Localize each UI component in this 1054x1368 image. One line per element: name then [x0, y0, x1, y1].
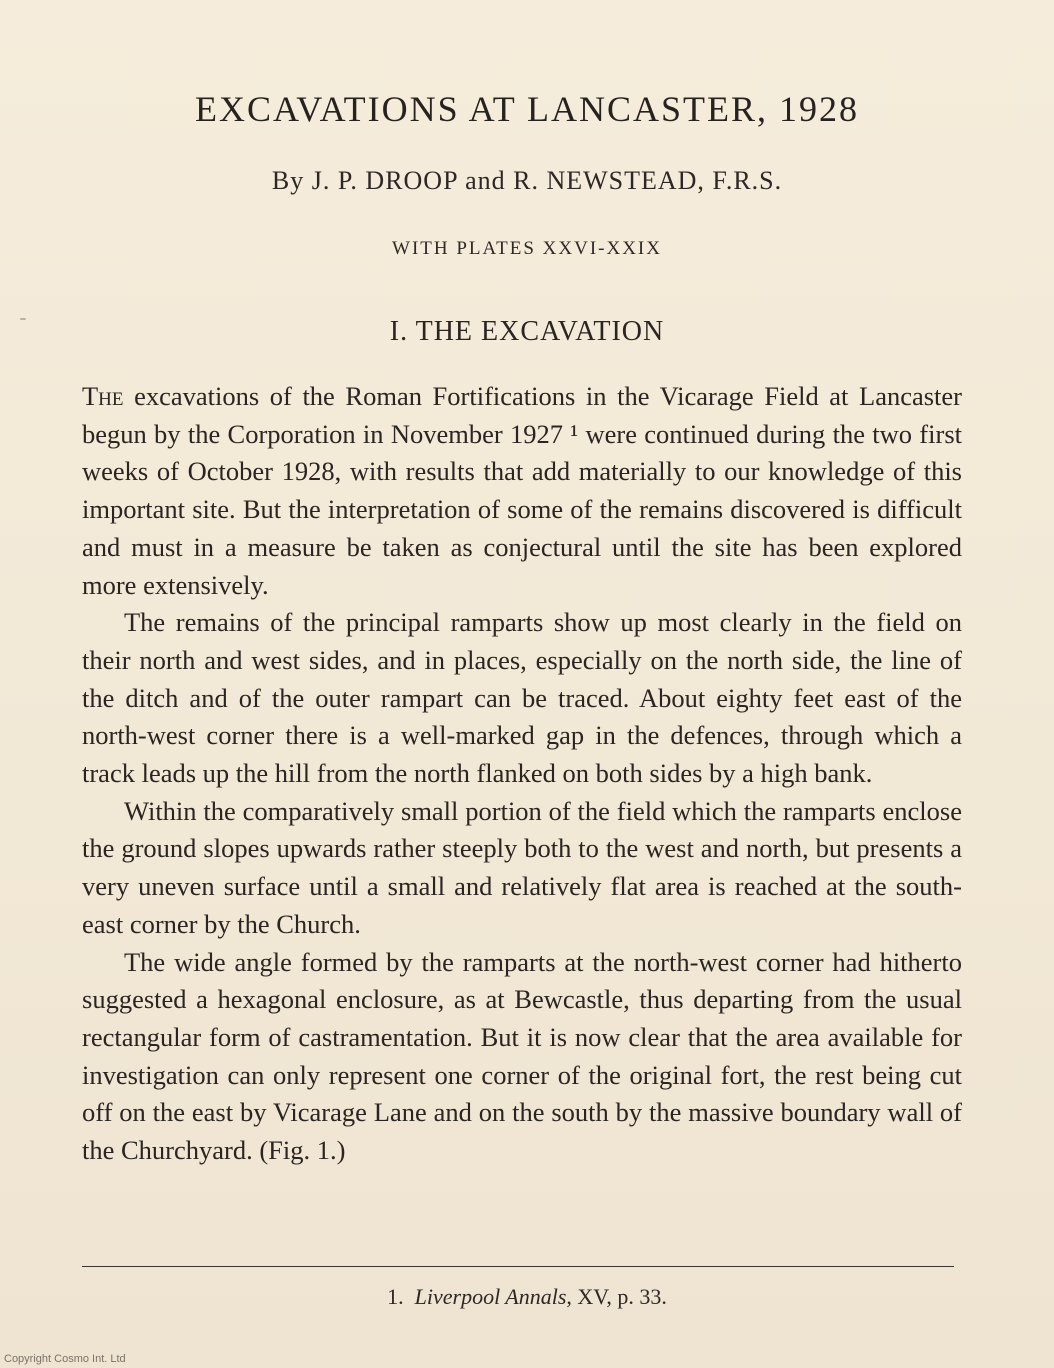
paragraph-text: Within the comparatively small portion of the field which the ramparts enclose the ground slopes upwards rather steeply both to the west and north, but presents a very uneven surface until a small and relatively flat area is reached at the south-east corner by the Church.	[82, 795, 962, 939]
footnote-rule	[82, 1266, 954, 1267]
paragraph-text: excavations of the Roman Fortifications in the Vicarage Field at Lancaster begun by the Corporation in November 1927 ¹ were continued during the two first weeks of October 1928, with results that add materially to our knowledge of this important site. But the interpretation of some of the remains discovered is difficult and must in a measure be taken as conjectural until the site has been explored more extensively.	[82, 381, 962, 600]
footnote-rest: , XV, p. 33.	[566, 1284, 667, 1309]
body-text	[82, 378, 962, 1170]
paragraph-3	[82, 793, 962, 944]
paragraph-1	[82, 378, 962, 604]
paragraph-lead: The	[82, 381, 124, 411]
footnote	[0, 1284, 1054, 1310]
paragraph-text: The wide angle formed by the ramparts at the north-west corner had hitherto suggested a hexagonal enclosure, as at Bewcastle, thus departing from the usual rectangular form of castramentation. But it is now clear that the area available for investigation can only represent one corner of the original fort, the rest being cut off on the east by Vicarage Lane and on the south by the massive boundary wall of the Churchyard. (Fig. 1.)	[82, 946, 962, 1166]
paragraph-text: The remains of the principal ramparts show up most clearly in the field on their north and west sides, and in places, especially on the north side, the line of the ditch and of the outer rampart can be traced. About eighty feet east of the north-west corner there is a well-marked gap in the defences, through which a track leads up the hill from the north flanked on both sides by a high bank.	[82, 607, 962, 789]
copyright-watermark: Copyright Cosmo Int. Ltd	[4, 1353, 126, 1365]
article-byline: By J. P. DROOP and R. NEWSTEAD, F.R.S.	[271, 166, 783, 195]
article-title: EXCAVATIONS AT LANCASTER, 1928	[194, 89, 860, 129]
plates-note: WITH PLATES XXVI-XXIX	[392, 238, 662, 259]
paragraph-2	[82, 604, 962, 793]
paragraph-4	[82, 944, 962, 1170]
section-heading: I. THE EXCAVATION	[389, 316, 665, 347]
footnote-source: Liverpool Annals	[414, 1284, 567, 1309]
footnote-number: 1.	[387, 1284, 404, 1309]
